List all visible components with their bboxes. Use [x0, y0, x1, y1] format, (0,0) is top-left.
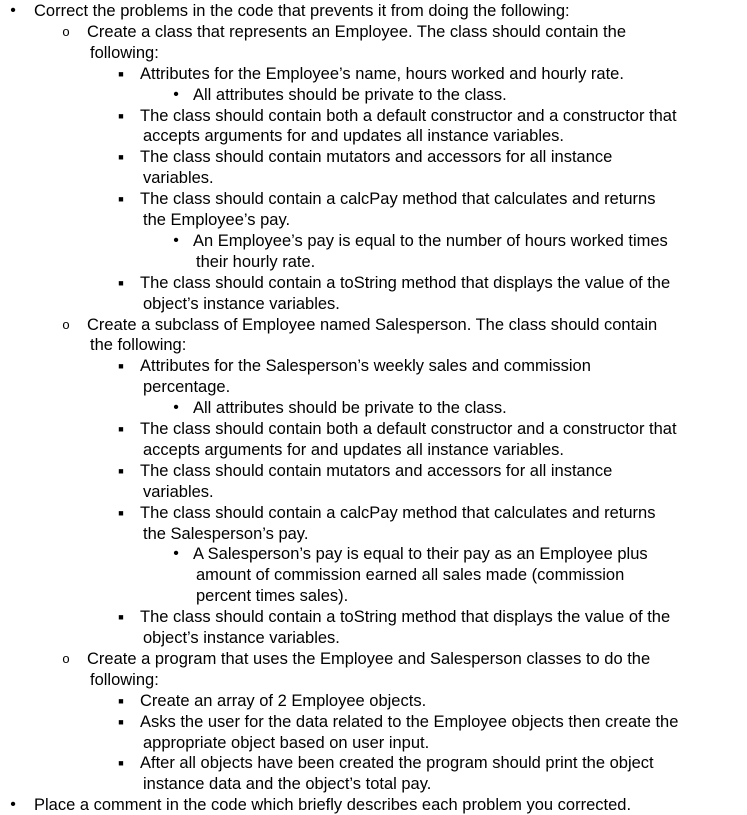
- circle-bullet-icon: o: [62, 650, 70, 666]
- list-item-text: accepts arguments for and updates all instance variables.: [143, 440, 564, 459]
- dot-bullet-icon: •: [173, 399, 179, 417]
- list-item-text: The class should contain both a default constructor and a constructor that: [140, 106, 677, 125]
- square-bullet-icon: ■: [118, 68, 124, 79]
- list-item-text: accepts arguments for and updates all instance variables.: [143, 127, 564, 146]
- list-item-text: the Salesperson’s pay.: [143, 524, 309, 543]
- list-item-text: The class should contain a calcPay method that calculates and returns: [140, 190, 656, 209]
- list-item-text: Place a comment in the code which briefly describes each problem you corrected.: [34, 796, 632, 815]
- list-item-text: appropriate object based on user input.: [143, 733, 430, 752]
- circle-bullet-icon: o: [62, 316, 70, 332]
- list-item-text: their hourly rate.: [196, 252, 316, 271]
- square-bullet-icon: ■: [118, 277, 124, 288]
- square-bullet-icon: ■: [118, 465, 124, 476]
- list-item-text: The class should contain mutators and accessors for all instance: [140, 461, 613, 480]
- list-item-text: All attributes should be private to the class.: [193, 85, 507, 104]
- list-item-text: Create a class that represents an Employee. The class should contain the: [87, 22, 626, 41]
- square-bullet-icon: ■: [118, 361, 124, 372]
- list-item-text: variables.: [143, 169, 214, 188]
- dot-bullet-icon: •: [173, 85, 179, 103]
- list-item-text: variables.: [143, 482, 214, 501]
- dot-bullet-icon: •: [173, 545, 179, 563]
- square-bullet-icon: ■: [118, 716, 124, 727]
- square-bullet-icon: ■: [118, 152, 124, 163]
- list-item-text: The class should contain both a default constructor and a constructor that: [140, 420, 677, 438]
- list-item-text: All attributes should be private to the class.: [193, 399, 507, 418]
- list-item-text: Attributes for the Employee’s name, hours worked and hourly rate.: [140, 64, 624, 83]
- square-bullet-icon: ■: [118, 758, 124, 769]
- list-item-text: An Employee’s pay is equal to the number of hours worked times: [193, 231, 668, 250]
- list-item-text: The class should contain mutators and accessors for all instance: [140, 148, 613, 167]
- list-item-text: The class should contain a toString method that displays the value of the: [140, 273, 671, 292]
- list-item-text: the Employee’s pay.: [143, 211, 291, 229]
- list-item-text: The class should contain a toString method that displays the value of the: [140, 608, 671, 627]
- disc-bullet-icon: •: [10, 2, 16, 19]
- circle-bullet-icon: o: [62, 23, 70, 39]
- list-item-text: the following:: [90, 336, 187, 355]
- list-item-text: object’s instance variables.: [143, 629, 340, 647]
- list-item-text: percent times sales).: [196, 587, 349, 606]
- list-item-text: Create a subclass of Employee named Salesperson. The class should contain: [87, 315, 658, 334]
- dot-bullet-icon: •: [173, 231, 179, 249]
- list-item-text: Attributes for the Salesperson’s weekly sales and commission: [140, 357, 591, 376]
- square-bullet-icon: ■: [118, 194, 124, 205]
- list-item-text: object’s instance variables.: [143, 294, 340, 313]
- list-item-text: The class should contain a calcPay method that calculates and returns: [140, 503, 656, 522]
- square-bullet-icon: ■: [118, 507, 124, 518]
- disc-bullet-icon: •: [10, 796, 16, 814]
- square-bullet-icon: ■: [118, 695, 124, 706]
- list-item-text: A Salesperson’s pay is equal to their pay as an Employee plus: [193, 545, 648, 564]
- square-bullet-icon: ■: [118, 612, 124, 623]
- square-bullet-icon: ■: [118, 110, 124, 121]
- list-item-text: instance data and the object’s total pay.: [143, 775, 432, 794]
- list-item-text: Asks the user for the data related to the Employee objects then create the: [140, 712, 679, 731]
- list-item-text: Create an array of 2 Employee objects.: [140, 691, 427, 710]
- list-item-text: following:: [90, 670, 159, 689]
- list-item-text: amount of commission earned all sales made (commission: [196, 566, 625, 585]
- list-item-text: Correct the problems in the code that prevents it from doing the following:: [34, 2, 570, 20]
- list-item-text: percentage.: [143, 378, 231, 397]
- list-item-text: following:: [90, 43, 159, 62]
- square-bullet-icon: ■: [118, 424, 124, 434]
- list-item-text: Create a program that uses the Employee and Salesperson classes to do the: [87, 649, 651, 668]
- list-item-text: After all objects have been created the program should print the object: [140, 754, 654, 773]
